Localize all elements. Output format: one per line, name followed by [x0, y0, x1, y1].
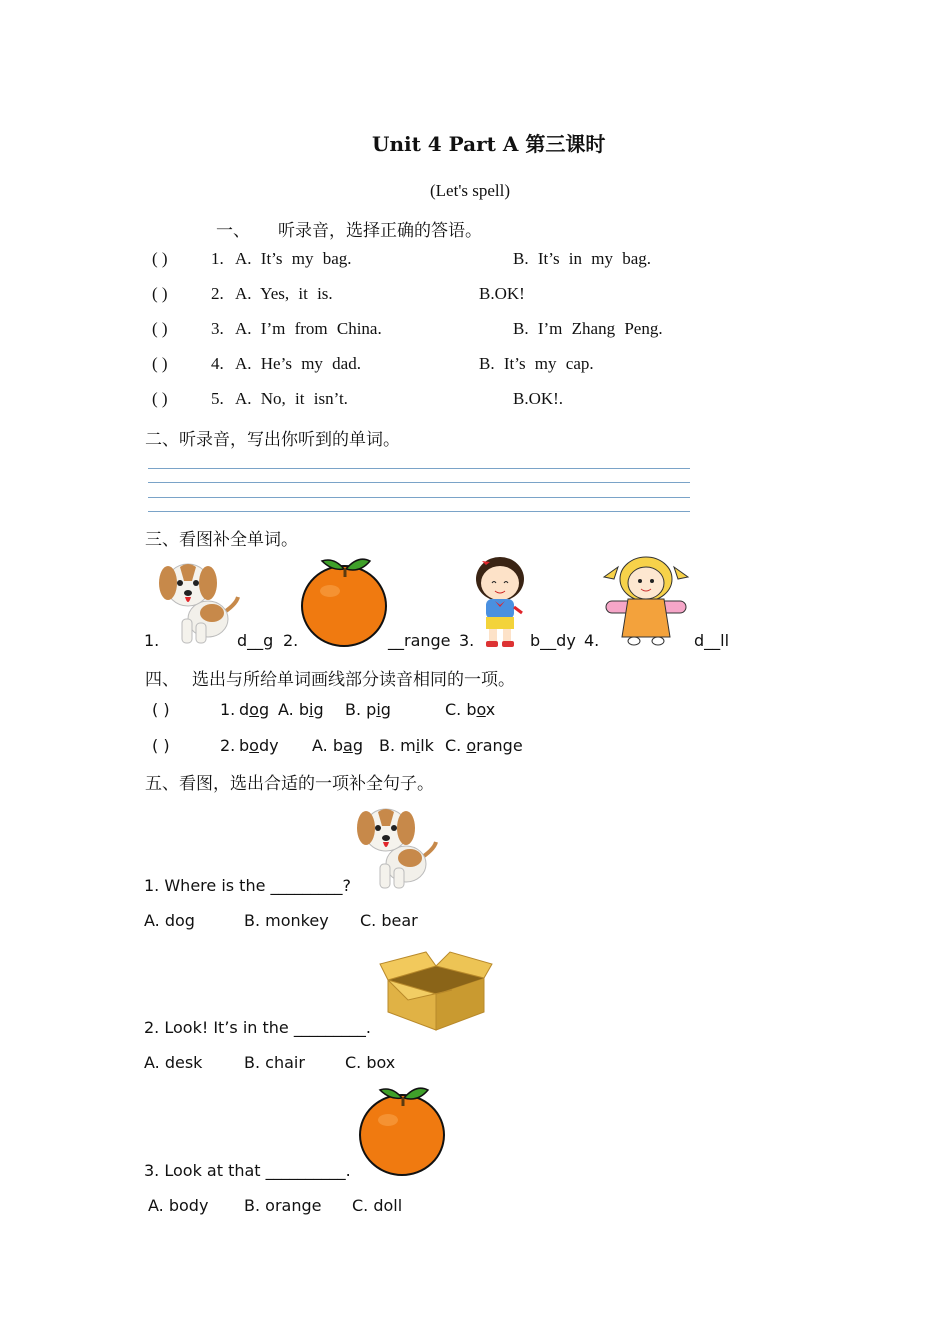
box-image [378, 950, 494, 1032]
dog-image [356, 798, 438, 892]
writing-line[interactable] [148, 468, 690, 469]
answer-bracket[interactable]: ( ) [152, 249, 168, 268]
option-b: B. orange [244, 1196, 322, 1215]
word-blank[interactable]: d__ll [694, 631, 730, 650]
option-b: B. monkey [244, 911, 329, 930]
item-number: 1. [211, 249, 224, 268]
body-image [470, 553, 530, 649]
question-2: 2. Look! It’s in the _________. [144, 1018, 371, 1037]
word-blank[interactable]: __range [388, 631, 451, 650]
answer-bracket[interactable]: ( ) [152, 319, 168, 338]
page-title: Unit 4 Part A 第三课时 [372, 132, 606, 156]
answer-bracket[interactable]: ( ) [152, 354, 168, 373]
orange-image [357, 1082, 449, 1178]
option-a: A. He’s my dad. [235, 354, 361, 373]
option-b: B. I’m Zhang Peng. [513, 319, 663, 338]
option-b: B.OK! [479, 284, 525, 303]
writing-line[interactable] [148, 482, 690, 483]
question-1: 1. Where is the _________? [144, 876, 352, 895]
choice-c: C. box [445, 700, 496, 719]
option-b: B. chair [244, 1053, 305, 1072]
answer-bracket[interactable]: ( ) [152, 700, 170, 719]
item-number: 2. [283, 631, 299, 650]
doll-image [600, 553, 692, 647]
choice-c: C. orange [445, 736, 523, 755]
item-number: 1. [220, 700, 236, 719]
answer-bracket[interactable]: ( ) [152, 284, 168, 303]
option-c: C. bear [360, 911, 418, 930]
orange-image [300, 553, 390, 649]
writing-line[interactable] [148, 511, 690, 512]
option-a: A. Yes, it is. [235, 284, 333, 303]
section2-heading: 二、听录音，写出你听到的单词。 [145, 430, 400, 450]
answer-bracket[interactable]: ( ) [152, 389, 168, 408]
section4-heading: 选出与所给单词画线部分读音相同的一项。 [192, 670, 515, 690]
choice-b: B. milk [379, 736, 434, 755]
section3-heading: 三、看图补全单词。 [145, 530, 298, 550]
option-a: A. body [148, 1196, 209, 1215]
item-number: 1. [144, 631, 160, 650]
option-a: A. dog [144, 911, 195, 930]
dog-image [158, 553, 240, 647]
subtitle: (Let's spell) [430, 181, 511, 200]
option-b: B.OK!. [513, 389, 564, 408]
option-a: A. desk [144, 1053, 203, 1072]
answer-bracket[interactable]: ( ) [152, 736, 170, 755]
option-b: B. It’s my cap. [479, 354, 594, 373]
item-number: 4. [584, 631, 600, 650]
choice-a: A. big [278, 700, 324, 719]
option-c: C. doll [352, 1196, 403, 1215]
choice-a: A. bag [312, 736, 363, 755]
item-number: 3. [211, 319, 224, 338]
option-a: A. No, it isn’t. [235, 389, 348, 408]
item-number: 5. [211, 389, 224, 408]
given-word: dog [239, 700, 270, 719]
item-number: 3. [459, 631, 475, 650]
word-blank[interactable]: b__dy [530, 631, 576, 650]
option-a: A. I’m from China. [235, 319, 382, 338]
given-word: body [239, 736, 279, 755]
item-number: 2. [220, 736, 236, 755]
question-3: 3. Look at that __________. [144, 1161, 351, 1180]
section1-heading-num: 一、 [216, 221, 250, 241]
option-a: A. It’s my bag. [235, 249, 352, 268]
section1-heading: 听录音，选择正确的答语。 [278, 221, 482, 241]
word-blank[interactable]: d__g [237, 631, 274, 650]
item-number: 4. [211, 354, 224, 373]
section5-heading: 五、看图，选出合适的一项补全句子。 [145, 774, 434, 794]
section4-heading-num: 四、 [145, 670, 179, 690]
writing-line[interactable] [148, 497, 690, 498]
option-b: B. It’s in my bag. [513, 249, 652, 268]
choice-b: B. pig [345, 700, 391, 719]
item-number: 2. [211, 284, 224, 303]
option-c: C. box [345, 1053, 396, 1072]
